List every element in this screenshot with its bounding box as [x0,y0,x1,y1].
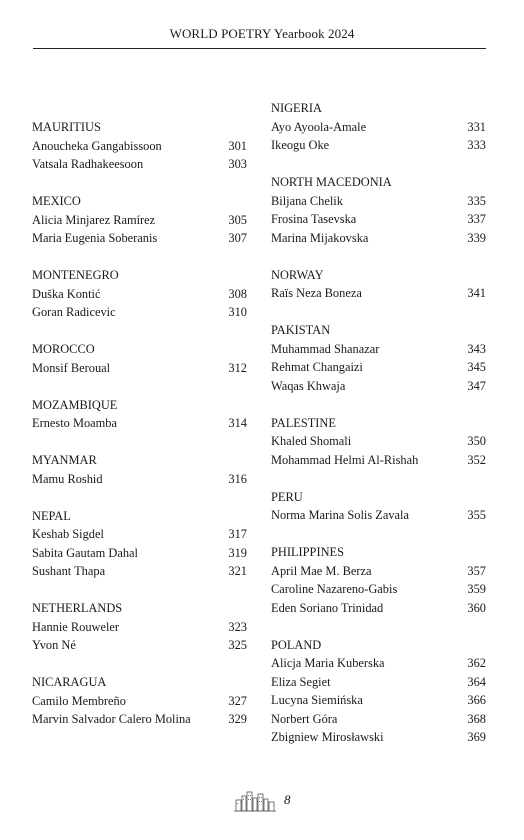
toc-entry [271,506,486,524]
country-heading: MAURITIUS [32,120,101,134]
page-ref: 343 [467,341,486,356]
page-ref: 329 [228,712,247,726]
country-heading: MOROCCO [32,342,95,356]
toc-entry [271,210,486,228]
toc-entry [271,691,486,709]
toc-entry [271,118,486,136]
poet-name: Khaled Shomali [271,434,352,448]
poet-name: Norbert Góra [271,711,338,726]
country-heading: NEPAL [32,508,71,523]
page-ref: 345 [467,360,486,374]
page-ref: 312 [228,360,247,375]
toc-entry [271,377,486,395]
toc-entry [271,358,486,376]
page-ref: 339 [467,230,486,245]
poet-name: Monsif Beroual [32,360,111,375]
country-heading: PAKISTAN [271,323,331,337]
page-ref: 317 [228,527,247,541]
poet-name: Camilo Membreño [32,693,126,708]
page-ref: 301 [228,138,247,153]
toc-entry [32,562,247,580]
header-rule [33,48,486,49]
page-ref: 337 [467,212,486,226]
page-ref: 350 [467,434,486,448]
page-ref: 360 [467,600,486,615]
page-ref: 308 [228,286,247,301]
poet-name: Yvon Né [32,638,76,652]
page-ref: 369 [467,730,486,744]
page-ref: 355 [467,508,486,522]
page-ref: 341 [467,286,486,300]
toc-entry [32,525,247,543]
poet-name: Biljana Chelik [271,193,343,208]
country-heading: NICARAGUA [32,675,107,689]
toc-entry [271,284,486,302]
country-heading: NETHERLANDS [32,601,123,615]
country-heading: MEXICO [32,194,81,208]
poet-name: Vatsala Radhakeesoon [32,157,144,171]
poet-name: Alicja Maria Kuberska [271,656,385,670]
poet-name: Alicia Minjarez Ramírez [32,212,156,227]
poet-name: Marina Mijakovska [271,230,369,245]
toc-entry [271,451,486,469]
city-skyline-icon [233,790,277,812]
poet-name: Anoucheka Gangabissoon [32,138,162,153]
page-ref: 333 [467,138,486,152]
page-ref: 310 [228,305,247,319]
poet-name: Eden Soriano Trinidad [271,600,384,615]
toc-entry [32,303,247,321]
country-heading: MONTENEGRO [32,268,119,282]
toc-entry [32,229,247,247]
page-ref: 366 [467,693,486,707]
poet-name: Mamu Roshid [32,471,103,486]
poet-name: April Mae M. Berza [271,563,372,578]
poet-name: Goran Radicevic [32,305,116,319]
page-ref: 319 [228,545,247,560]
toc-entry [32,544,247,562]
page-ref: 352 [467,452,486,467]
poet-name: Lucyna Siemińska [271,693,363,707]
poet-name: Duška Kontić [32,286,101,301]
page-ref: 359 [467,582,486,596]
poet-name: Eliza Segiet [271,674,331,689]
poet-name: Caroline Nazareno-Gabis [271,582,398,596]
poet-name: Rehmat Changaizi [271,360,363,374]
toc-entry [271,229,486,247]
toc-entry [32,414,247,432]
poet-name: Mohammad Helmi Al-Rishah [271,452,419,467]
page-ref: 325 [228,638,247,652]
page-ref: 347 [467,378,486,393]
toc-entry [32,692,247,710]
toc-entry [32,710,247,728]
page-ref: 327 [228,693,247,708]
toc-entry [271,192,486,210]
poet-name: Maria Eugenia Soberanis [32,231,158,245]
toc-entry [271,710,486,728]
country-heading: MYANMAR [32,453,97,467]
poet-name: Marvin Salvador Calero Molina [32,712,191,726]
country-heading: NIGERIA [271,101,322,115]
page-ref: 364 [467,674,486,689]
page-ref: 362 [467,656,486,670]
country-heading: NORTH MACEDONIA [271,175,392,189]
toc-entry [271,599,486,617]
toc-entry [271,432,486,450]
poet-name: Norma Marina Solis Zavala [271,508,409,522]
poet-name: Zbigniew Mirosławski [271,730,384,744]
poet-name: Keshab Sigdel [32,527,104,541]
poet-name: Ikeogu Oke [271,138,330,152]
country-heading: PHILIPPINES [271,545,344,559]
page-ref: 323 [228,619,247,634]
toc-entry [271,136,486,154]
page-ref: 303 [228,157,247,171]
toc-entry [32,359,247,377]
toc-entry [32,155,247,173]
poet-name: Sushant Thapa [32,564,106,578]
page-ref: 307 [228,231,247,245]
toc-entry [271,673,486,691]
country-heading: POLAND [271,637,322,652]
page-ref: 305 [228,212,247,227]
toc-entry [32,211,247,229]
toc-entry [271,654,486,672]
toc-entry [32,618,247,636]
poet-name: Frosina Tasevska [271,212,357,226]
running-header: WORLD POETRY Yearbook 2024 [169,26,355,41]
page-ref: 331 [467,119,486,134]
country-heading: PERU [271,489,303,504]
poet-name: Hannie Rouweler [32,619,120,634]
poet-name: Ayo Ayoola-Amale [271,119,367,134]
toc-entry [271,728,486,746]
poet-name: Ernesto Moamba [32,416,117,430]
toc-entry [32,137,247,155]
toc-entry [32,636,247,654]
page-ref: 335 [467,193,486,208]
page-footer [0,790,524,814]
page-ref: 357 [467,563,486,578]
page-ref: 316 [228,471,247,486]
page-number: 8 [284,792,291,807]
toc-entry [271,562,486,580]
poet-name: Sabita Gautam Dahal [32,545,138,560]
country-heading: MOZAMBIQUE [32,397,118,412]
page-ref: 368 [467,711,486,726]
poet-name: Raïs Neza Boneza [271,286,362,300]
page-ref: 314 [228,416,247,430]
toc-entry [32,470,247,488]
country-heading: NORWAY [271,267,324,282]
country-heading: PALESTINE [271,415,336,430]
toc-entry [271,340,486,358]
toc-entry [271,580,486,598]
poet-name: Muhammad Shanazar [271,341,380,356]
toc-entry [32,285,247,303]
page-ref: 321 [228,564,247,578]
poet-name: Waqas Khwaja [271,378,346,393]
